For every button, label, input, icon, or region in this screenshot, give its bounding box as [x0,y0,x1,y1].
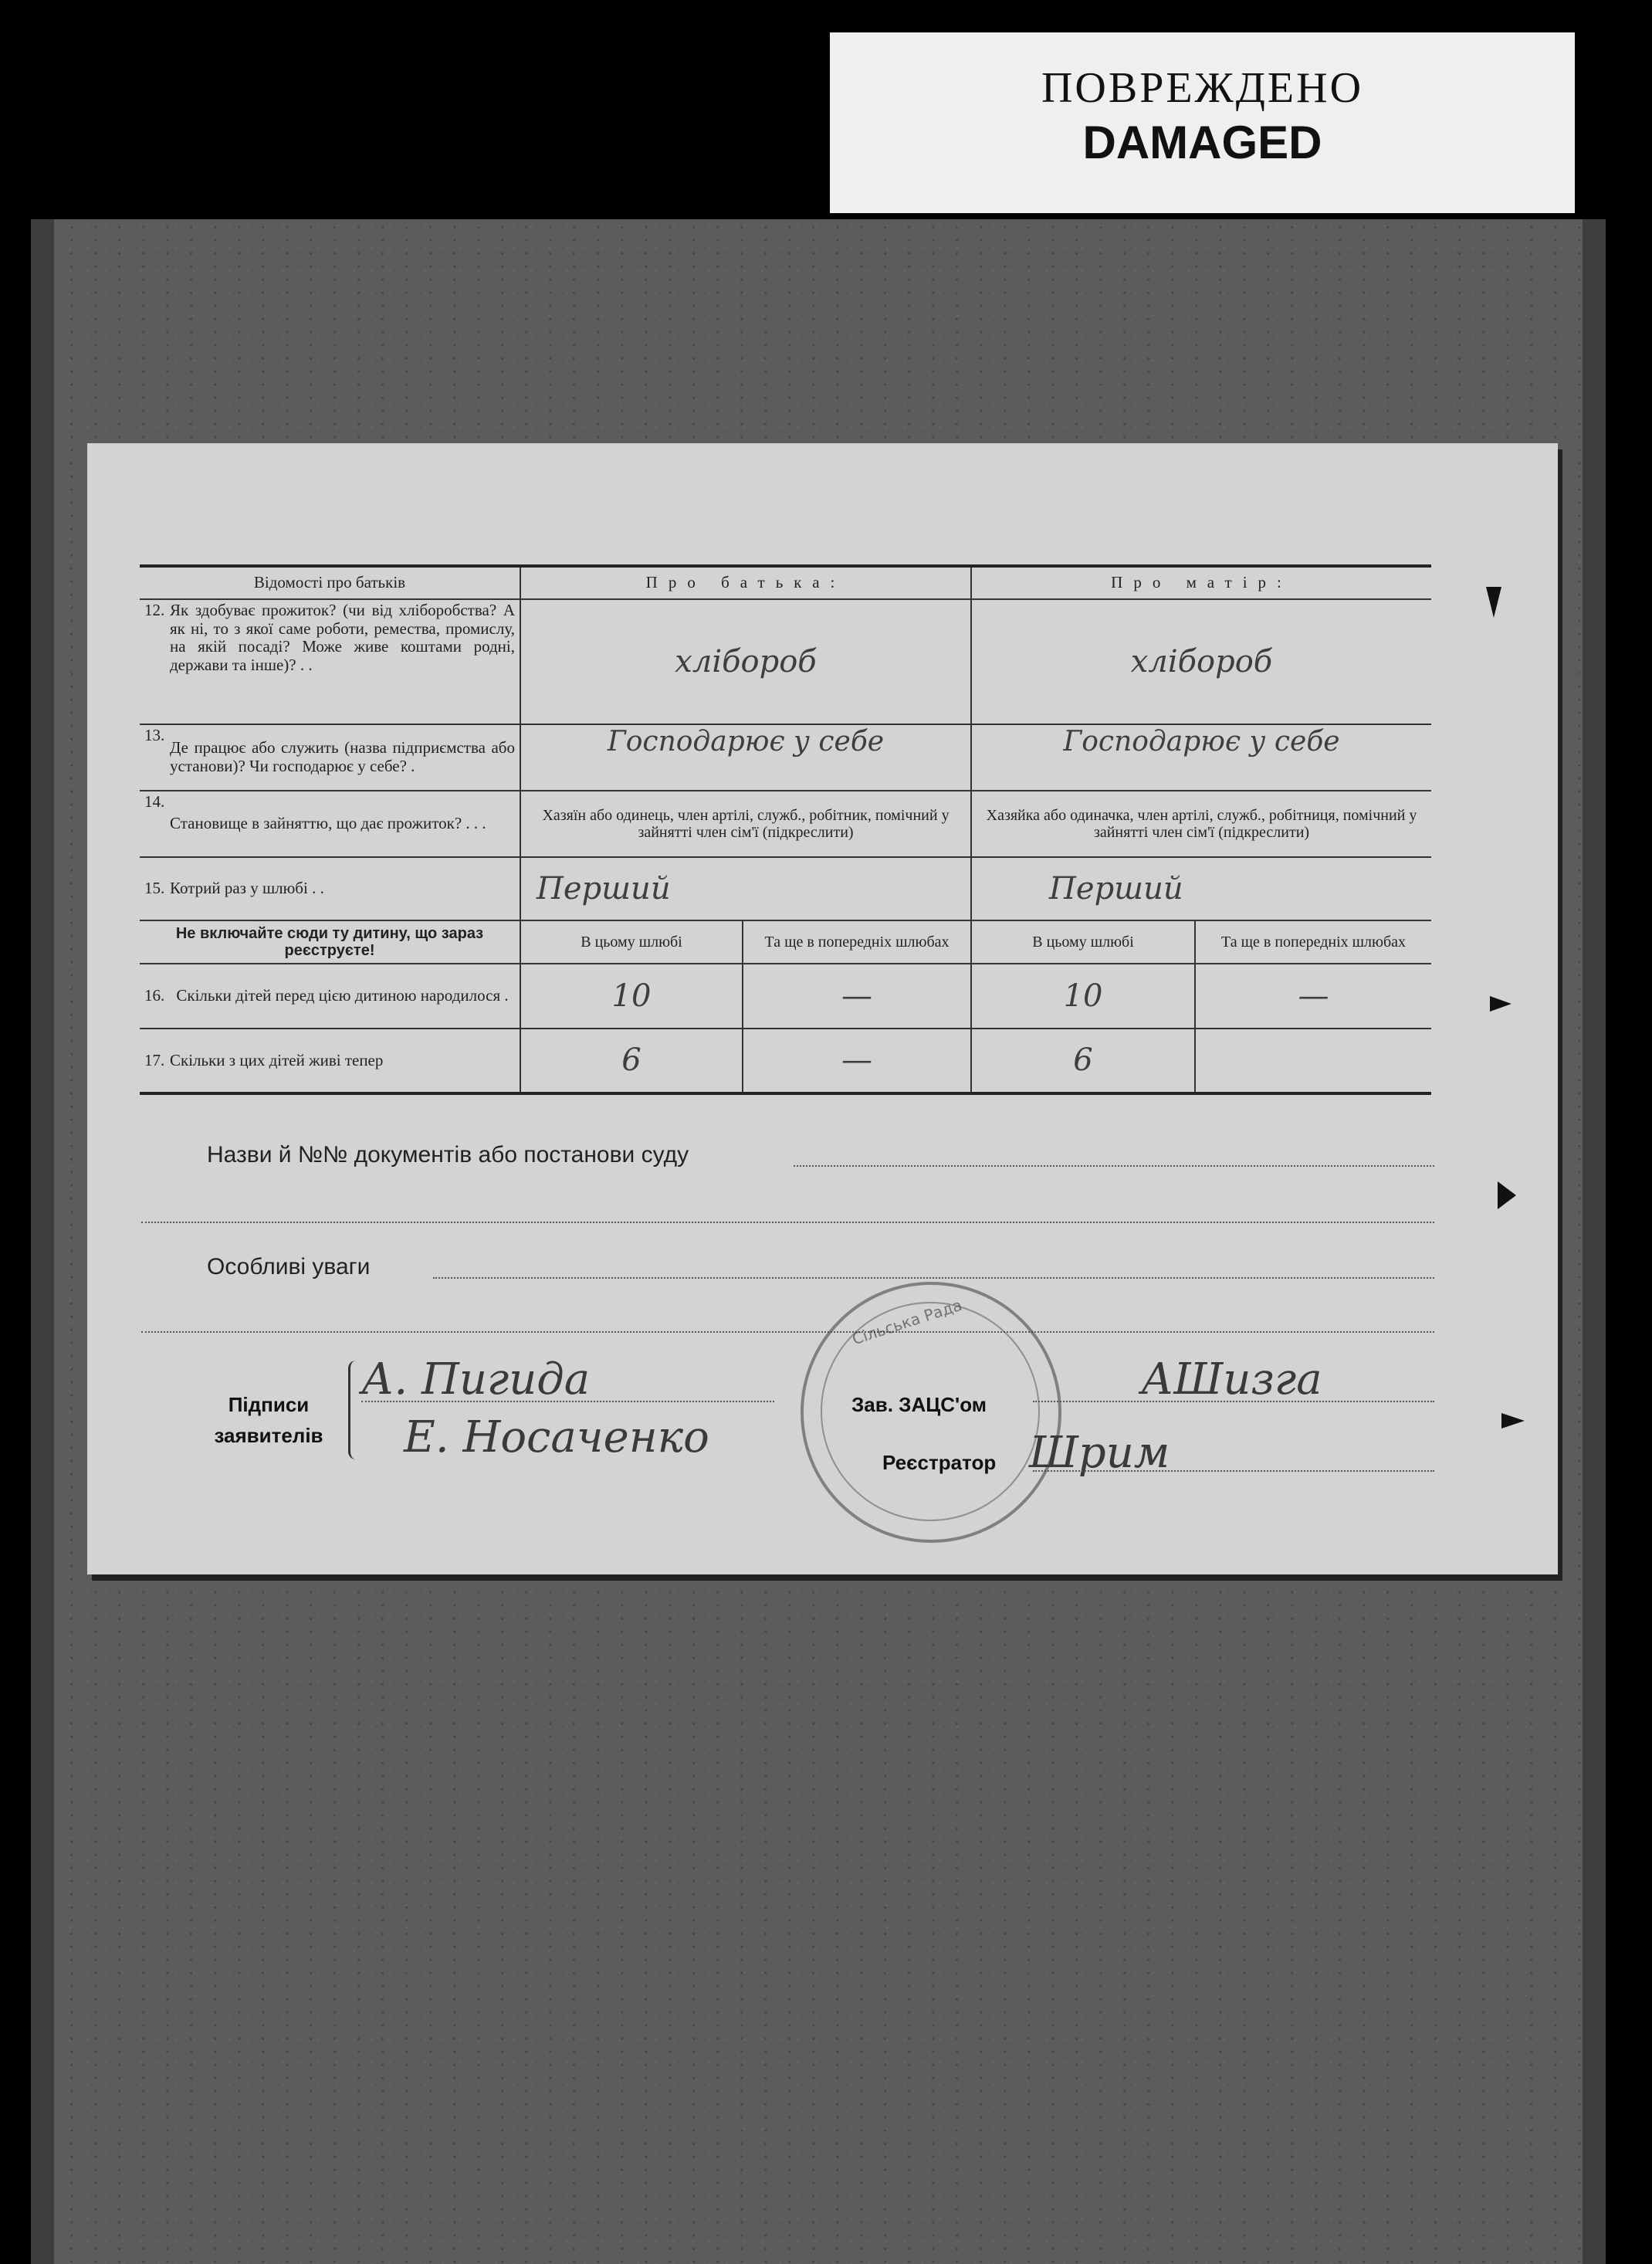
record-card [87,443,1558,1574]
applicant1-dotline [361,1401,774,1402]
q17-father-prev: — [743,1029,971,1093]
row-q16 [140,964,1431,1029]
remarks-dotline-2 [141,1331,1434,1333]
row-q17 [140,1029,1431,1093]
applicant1-signature: А. Пигида [361,1354,591,1405]
applicants-signatures-label [191,1389,346,1452]
father-previous-marriages-header: Та ще в попередніх шлюбах [743,920,971,964]
damaged-label-en: DAMAGED [1082,117,1322,168]
head-zags-dotline [1033,1401,1434,1402]
registrar-dotline [1033,1470,1434,1472]
edge-mark-4 [1501,1413,1525,1429]
q16-mother-prev: — [1195,964,1431,1029]
q14-father-options: Хазяїн або одинець, член артілі, служб., робітник, помічний у зайнятті член сім'ї (підкреслити) [520,791,971,857]
folder-edge-right [1583,219,1606,2264]
q16-text: Скільки дітей перед цією дитиною народилося . [165,964,520,1029]
table-header-row [140,566,1431,599]
folder-edge-left [31,219,54,2264]
father-this-marriage-header: В цьому шлюбі [520,920,743,964]
remarks-dotline-1 [433,1277,1434,1279]
registrar-label: Реєстратор [882,1451,997,1474]
q13-number: 13. [140,724,165,791]
head-zags-label: Зав. ЗАЦС'ом [851,1393,987,1416]
q15-mother-answer: Перший [971,857,1431,920]
q16-mother-this: 10 [971,964,1195,1029]
q12-father-answer: хлібороб [520,599,971,724]
row-subheaders [140,920,1431,964]
header-parents-info: Відомості про батьків [140,566,520,599]
q13-mother-answer: Господарює у себе [971,724,1431,791]
q17-mother-prev [1195,1029,1431,1093]
q15-text: Котрий раз у шлюбі . . [165,857,520,920]
q17-father-this: 6 [520,1029,743,1093]
applicants-label-line2: заявителів [214,1424,323,1448]
q15-number: 15. [140,857,165,920]
q15-father-answer: Перший [520,857,971,920]
stamp-text: Сільська Рада [849,1295,965,1349]
q16-father-prev: — [743,964,971,1029]
q12-number: 12. [140,599,165,724]
documents-dotline-2 [141,1222,1434,1223]
edge-mark-2 [1490,996,1512,1012]
header-father: Про батька: [520,566,971,599]
row-q14 [140,791,1431,857]
edge-mark-3 [1498,1181,1516,1209]
damaged-label [830,32,1575,213]
row-q15 [140,857,1431,920]
q14-text: Становище в зайняттю, що дає прожиток? . . . [165,791,520,857]
q12-text: Як здобуває прожиток? (чи від хліборобства? А як ні, то з якої саме роботи, ремества, промислу, на якій посаді? Може живе коштами родні, держави та інше)? . . [165,599,520,724]
q17-text: Скільки з цих дітей живі тепер [165,1029,520,1093]
q17-number: 17. [140,1029,165,1093]
documents-dotline-1 [794,1165,1434,1167]
parents-info-table [140,564,1431,1095]
q14-number: 14. [140,791,165,857]
remarks-label: Особливі уваги [207,1254,371,1279]
mother-this-marriage-header: В цьому шлюбі [971,920,1195,964]
q13-text: Де працює або служить (назва підприємства або установи)? Чи господарює у себе? . [165,724,520,791]
row-q12 [140,599,1431,724]
exclusion-note: Не включайте сюди ту дитину, що зараз реєструєте! [140,920,520,964]
head-zags-signature: АШизга [1141,1354,1322,1405]
registrar-signature: Шрим [1029,1428,1170,1478]
q12-mother-answer: хлібороб [971,599,1431,724]
row-q13 [140,724,1431,791]
damaged-label-uk: ПОВРЕЖДЕНО [1041,64,1364,112]
documents-label: Назви й №№ документів або постанови суду [207,1142,689,1168]
header-mother: Про матір: [971,566,1431,599]
q17-mother-this: 6 [971,1029,1195,1093]
q13-father-answer: Господарює у себе [520,724,971,791]
mother-previous-marriages-header: Та ще в попередніх шлюбах [1195,920,1431,964]
q14-mother-options: Хазяйка або одиначка, член артілі, служб., робітниця, помічний у зайнятті член сім'ї (підкреслити) [971,791,1431,857]
edge-mark-1 [1486,587,1501,618]
applicants-label-line1: Підписи [228,1393,310,1416]
q16-number: 16. [140,964,165,1029]
applicant2-signature: Е. Носаченко [404,1412,709,1462]
q16-father-this: 10 [520,964,743,1029]
